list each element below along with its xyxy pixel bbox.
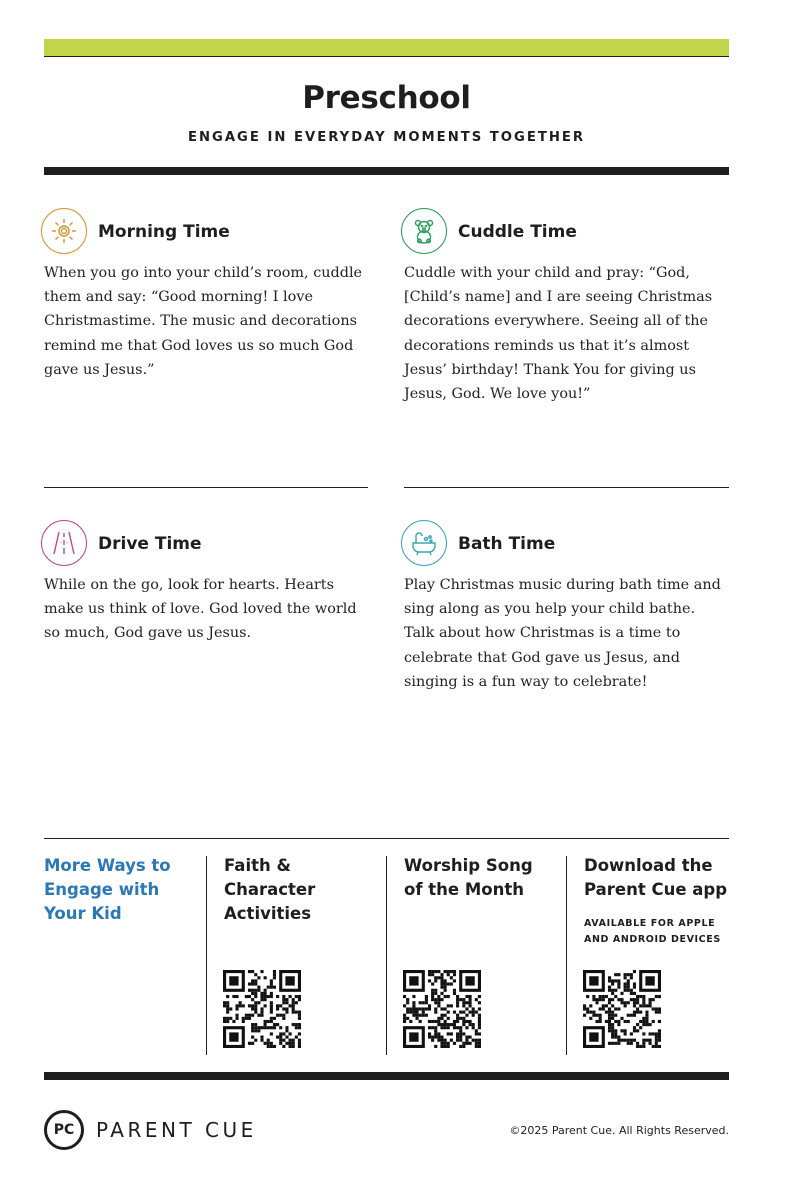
drive-time-body: While on the go, look for hearts. Hearts make us think of love. God loved the world so much, God gave us Jesus. <box>44 577 357 642</box>
sun-icon <box>41 208 87 254</box>
cuddle-time-title: Cuddle Time <box>458 222 577 242</box>
worship-song-heading: Worship Song of the Month <box>404 856 533 899</box>
parent-cue-app-qr-code[interactable] <box>583 970 661 1048</box>
footer-column-divider <box>386 856 387 1055</box>
parent-cue-app-heading: Download the Parent Cue app <box>584 856 728 899</box>
worship-song-qr-code[interactable] <box>403 970 481 1048</box>
page-subtitle: ENGAGE IN EVERYDAY MOMENTS TOGETHER <box>187 130 586 145</box>
faith-activities-heading: Faith & Character Activities <box>224 856 316 923</box>
header-divider <box>44 167 729 175</box>
footer-top-rule <box>44 838 729 839</box>
section-divider-left <box>44 487 368 488</box>
bath-time-title: Bath Time <box>458 534 556 554</box>
footer-divider <box>44 1072 729 1080</box>
footer-column-divider <box>566 856 567 1055</box>
section-divider-right <box>404 487 729 488</box>
accent-bar <box>44 39 729 56</box>
morning-time-title: Morning Time <box>98 222 230 242</box>
more-ways-heading: More Ways to Engage with Your Kid <box>44 856 171 923</box>
bathtub-icon <box>401 520 447 566</box>
teddy-bear-icon <box>401 208 447 254</box>
brand-name: PARENT CUE <box>96 1118 257 1142</box>
logo-mark-text: PC <box>53 1122 75 1138</box>
drive-time-title: Drive Time <box>98 534 202 554</box>
top-rule <box>44 56 729 57</box>
faith-activities-qr-code[interactable] <box>223 970 301 1048</box>
footer-column-divider <box>206 856 207 1055</box>
page-title: Preschool <box>302 80 471 116</box>
cuddle-time-body: Cuddle with your child and pray: “God, [Child’s name] and I are seeing Christmas decorations everywhere. Seeing all of the decorations reminds us that it’s almost Jesus’ birthday! Thank You for giving us Jesus, God. We love you!” <box>404 265 713 403</box>
morning-time-body: When you go into your child’s room, cuddle them and say: “Good morning! I love Christmastime. The music and decorations remind me that God loves us so much God gave us Jesus.” <box>44 265 363 378</box>
app-availability-note: AVAILABLE FOR APPLE AND ANDROID DEVICES <box>584 918 721 945</box>
parent-cue-logo <box>44 1110 84 1150</box>
bath-time-body: Play Christmas music during bath time and sing along as you help your child bathe. Talk about how Christmas is a time to celebrate that God gave us Jesus, and singing is a fun way to celebrate! <box>404 577 721 690</box>
copyright-text: ©2025 Parent Cue. All Rights Reserved. <box>509 1124 729 1137</box>
road-icon <box>41 520 87 566</box>
